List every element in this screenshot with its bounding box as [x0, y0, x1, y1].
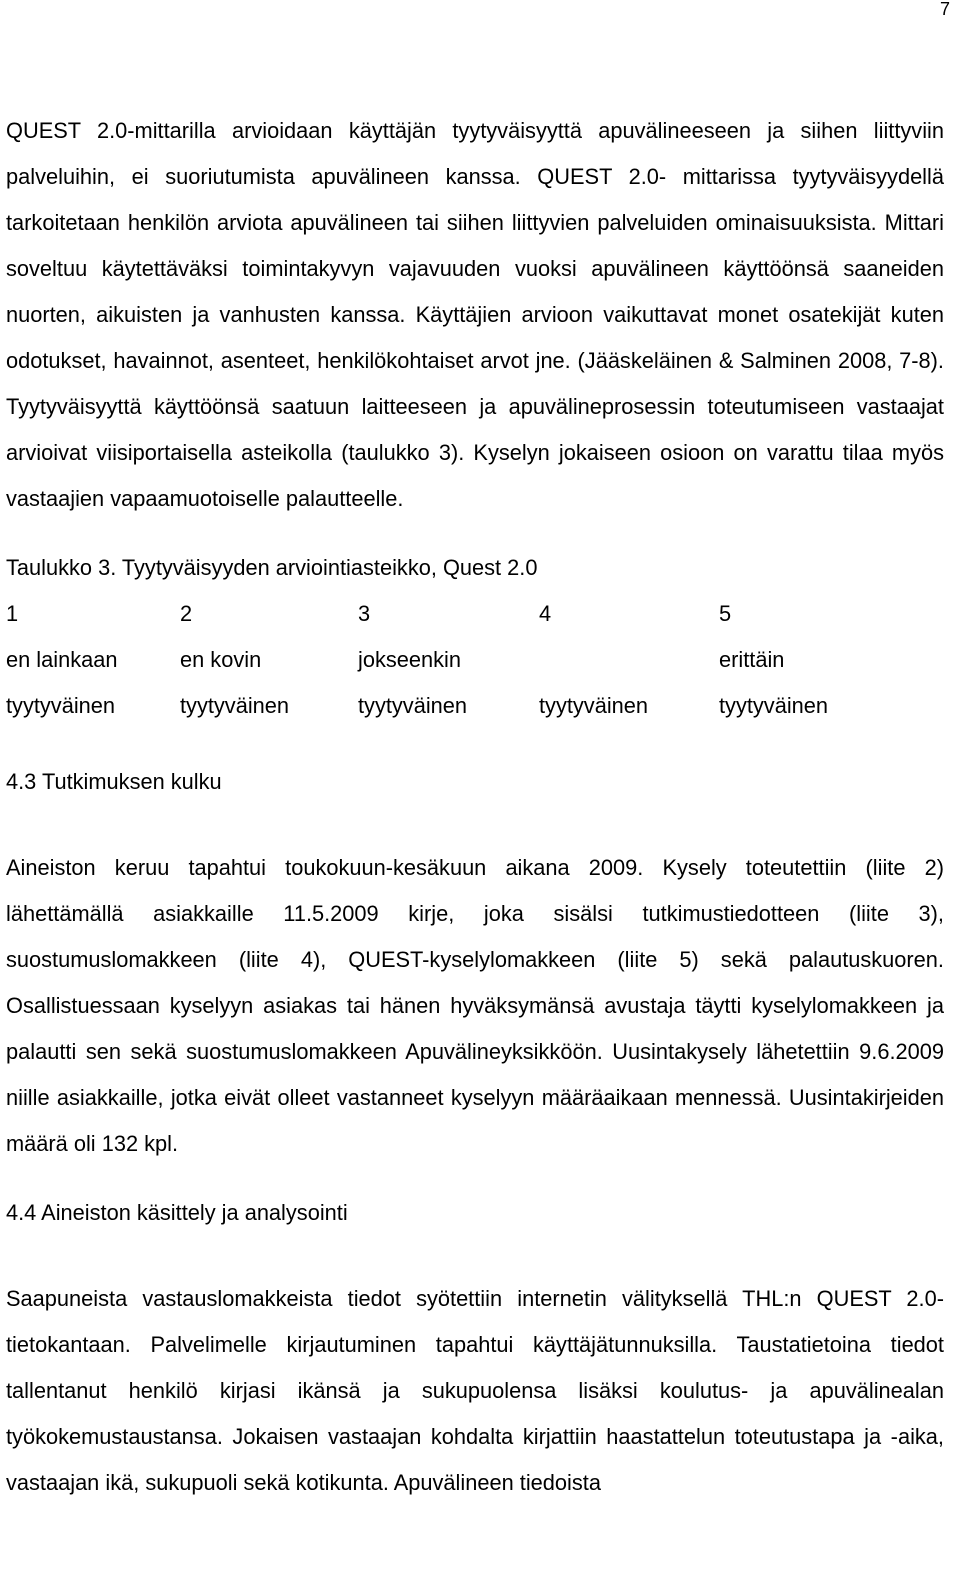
page-number: 7: [939, 0, 950, 19]
scale-labels-row: [6, 683, 944, 729]
satisfaction-scale-table: [6, 591, 944, 729]
paragraph-data-analysis: Saapuneista vastauslomakkeista tiedot syötettiin internetin välityksellä THL:n QUEST 2.0-tietokantaan. Palvelimelle kirjautuminen tapahtui käyttäjätunnuksilla. Taustatietoina tiedot tallentanut henkilö kirjasi ikänsä ja sukupuolensa lisäksi koulutus- ja apuvälinealan työkokemustaustansa. Jokaisen vastaajan kohdalta kirjattiin haastattelun toteutustapa ja -aika, vastaajan ikä, sukupuoli sekä kotikunta. Apuvälineen tiedoista: [6, 1286, 944, 1495]
scale-label: tyytyväinen: [6, 693, 116, 718]
scale-label: en lainkaan: [6, 647, 118, 672]
scale-label: tyytyväinen: [719, 693, 829, 718]
scale-numbers-row: [6, 591, 944, 637]
scale-label: erittäin: [719, 647, 785, 672]
scale-label: tyytyväinen: [180, 693, 290, 718]
scale-number: 4: [539, 601, 552, 626]
scale-label: jokseenkin: [358, 647, 461, 672]
scale-label: tyytyväinen: [539, 693, 649, 718]
scale-number: 2: [180, 601, 193, 626]
section-heading: 4.4 Aineiston käsittely ja analysointi: [6, 1200, 348, 1225]
scale-number: 1: [6, 601, 19, 626]
scale-label: [539, 637, 719, 683]
section-heading: 4.3 Tutkimuksen kulku: [6, 769, 222, 794]
scale-label: en kovin: [180, 647, 262, 672]
scale-labels-row: [6, 637, 944, 683]
paragraph-data-collection: Aineiston keruu tapahtui toukokuun-kesäkuun aikana 2009. Kysely toteutettiin (liite 2) lähettämällä asiakkaille 11.5.2009 kirje, joka sisälsi tutkimustiedotteen (liite 3), suostumuslomakkeen (liite 4), QUEST-kyselylomakkeen (liite 5) sekä palautuskuoren. Osallistuessaan kyselyyn asiakas tai hänen hyväksymänsä avustaja täytti kyselylomakkeen ja palautti sen sekä suostumuslomakkeen Apuvälineyksikköön. Uusintakysely lähetettiin 9.6.2009 niille asiakkaille, jotka eivät olleet vastanneet kyselyyn määräaikaan mennessä. Uusintakirjeiden määrä oli 132 kpl.: [6, 855, 944, 1156]
scale-label: tyytyväinen: [358, 693, 468, 718]
scale-number: 5: [719, 601, 732, 626]
table-caption: Taulukko 3. Tyytyväisyyden arviointiasteikko, Quest 2.0: [6, 555, 538, 580]
scale-number: 3: [358, 601, 371, 626]
document-body: [6, 108, 944, 1506]
paragraph-quest-intro: QUEST 2.0-mittarilla arvioidaan käyttäjän tyytyväisyyttä apuvälineeseen ja siihen liittyviin palveluihin, ei suoriutumista apuvälineen kanssa. QUEST 2.0- mittarissa tyytyväisyydellä tarkoitetaan henkilön arviota apuvälineen tai siihen liittyvien palveluiden ominaisuuksista. Mittari soveltuu käytettäväksi toimintakyvyn vajavuuden vuoksi apuvälineen käyttöönsä saaneiden nuorten, aikuisten ja vanhusten kanssa. Käyttäjien arvioon vaikuttavat monet osatekijät kuten odotukset, havainnot, asenteet, henkilökohtaiset arvot jne. (Jääskeläinen & Salminen 2008, 7-8). Tyytyväisyyttä käyttöönsä saatuun laitteeseen ja apuvälineprosessin toteutumiseen vastaajat arvioivat viisiportaisella asteikolla (taulukko 3). Kyselyn jokaiseen osioon on varattu tilaa myös vastaajien vapaamuotoiselle palautteelle.: [6, 118, 944, 511]
